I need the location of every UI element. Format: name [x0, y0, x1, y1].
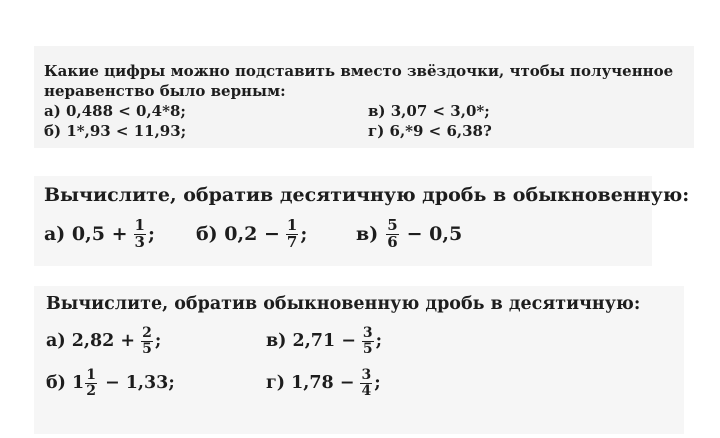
task-1-line-1: Какие цифры можно подставить вместо звёздочки, чтобы полученное	[44, 62, 674, 80]
task-3-item-a	[46, 320, 161, 362]
task-3-b-fraction	[85, 368, 97, 398]
task-2-v-fraction	[386, 215, 398, 251]
task-3-v-prefix: в) 2,71 −	[266, 331, 356, 351]
task-1-item-g: г) 6,*9 < 6,38?	[368, 122, 492, 140]
denominator: 5	[142, 340, 152, 357]
task-3-item-g	[266, 362, 381, 404]
denominator: 3	[134, 232, 145, 251]
task-2-v-suffix: − 0,5	[406, 223, 463, 245]
numerator: 1	[86, 366, 96, 383]
denominator: 7	[286, 232, 298, 251]
task-2-item-v	[356, 212, 462, 256]
task-2-v-prefix: в)	[356, 223, 379, 245]
task-3-g-fraction	[360, 368, 372, 398]
task-2-a-prefix: а) 0,5 +	[44, 223, 128, 245]
denominator: 4	[361, 382, 372, 399]
task-3-heading: Вычислите, обратив обыкновенную дробь в десятичную:	[46, 294, 641, 314]
task-3-b-suffix: − 1,33;	[104, 373, 175, 393]
task-3-b-prefix: б) 1	[46, 373, 85, 393]
task-2-b-suffix: ;	[300, 223, 308, 245]
numerator: 3	[361, 366, 372, 383]
numerator: 5	[387, 215, 398, 234]
task-2-b-fraction	[286, 215, 298, 251]
task-1-item-a: а) 0,488 < 0,4*8;	[44, 102, 186, 120]
task-3-g-prefix: г) 1,78 −	[266, 373, 355, 393]
task-3-v-fraction	[362, 326, 374, 356]
numerator: 2	[142, 324, 152, 341]
task-1-item-v: в) 3,07 < 3,0*;	[368, 102, 490, 120]
task-2-b-prefix: б) 0,2 −	[196, 223, 280, 245]
task-2-heading: Вычислите, обратив десятичную дробь в обыкновенную:	[44, 184, 690, 206]
task-3-a-suffix: ;	[154, 331, 162, 351]
task-3-v-suffix: ;	[375, 331, 383, 351]
task-3-a-fraction	[141, 326, 153, 356]
task-3-item-v	[266, 320, 382, 362]
task-2-a-suffix: ;	[147, 223, 155, 245]
numerator: 1	[134, 215, 145, 234]
task-3-g-suffix: ;	[374, 373, 381, 393]
denominator: 6	[387, 232, 398, 251]
task-2-item-b	[196, 212, 307, 256]
task-1-line-2: неравенство было верным:	[44, 82, 286, 100]
denominator: 2	[86, 382, 96, 399]
task-3-a-prefix: а) 2,82 +	[46, 331, 136, 351]
task-3-item-b	[46, 362, 175, 404]
denominator: 5	[362, 340, 373, 357]
task-2-a-fraction	[134, 215, 146, 251]
numerator: 1	[286, 215, 298, 234]
task-1-item-b: б) 1*,93 < 11,93;	[44, 122, 187, 140]
numerator: 3	[362, 324, 373, 341]
task-2-item-a	[44, 212, 155, 256]
